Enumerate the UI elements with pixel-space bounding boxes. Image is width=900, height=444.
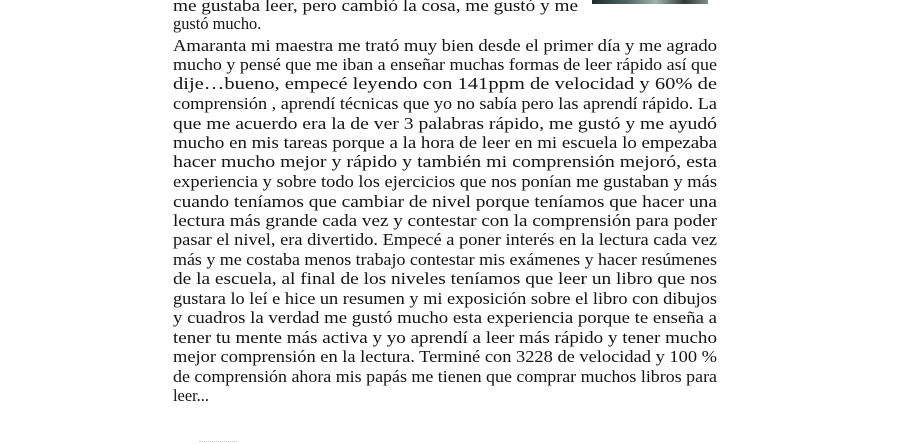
- text-line: gustara lo leí e hice un resumen y mi exposición sobre el libro con dibujos: [173, 289, 718, 308]
- text-line: más y me costaba menos trabajo contestar mis exámenes y hacer resúmenes: [173, 250, 717, 269]
- text-line: lectura más grande cada vez y contestar con la comprensión para poder: [173, 211, 717, 230]
- text-line: experiencia y sobre todo los ejercicios que nos ponían me gustaban y más: [173, 172, 718, 191]
- text-line: hacer mucho mejor y rápido y también mi comprensión mejoró, esta: [173, 152, 718, 171]
- text-line: comprensión , aprendí técnicas que yo no sabía pero las aprendí rápido. La: [173, 94, 717, 113]
- text-line: tener tu mente más activa y yo aprendí a leer más rápido y tener mucho: [173, 328, 717, 347]
- text-line: que me acuerdo era la de ver 3 palabras rápido, me gustó y me ayudó: [173, 114, 718, 133]
- text-line: dije…bueno, empecé leyendo con 141ppm de velocidad y 60% de: [173, 74, 717, 93]
- text-line: cuando teníamos que cambiar de nivel porque teníamos que hacer una: [173, 192, 717, 211]
- text-line: y cuadros la verdad me gustó mucho esta experiencia porque te enseña a: [173, 308, 717, 327]
- text-line: pasar el nivel, era divertido. Empecé a poner interés en la lectura cada vez: [173, 230, 718, 249]
- text-line: Amaranta mi maestra me trató muy bien desde el primer día y me agrado: [173, 36, 717, 55]
- text-line: mucho en mis tareas porque a la hora de leer en mi escuela lo empezaba: [173, 133, 718, 152]
- text-line: gustó mucho.: [173, 14, 262, 33]
- scan-artifact: [199, 437, 237, 442]
- text-line: mucho y pensé que me iban a enseñar muchas formas de leer rápido así que: [173, 55, 718, 74]
- photo-fragment: [592, 0, 708, 4]
- text-line: de comprensión ahora mis papás me tienen que comprar muchos libros para: [173, 367, 717, 386]
- text-line: de la escuela, al final de los niveles teníamos que leer un libro que nos: [173, 269, 717, 288]
- text-line: mejor comprensión en la lectura. Terminé con 3228 de velocidad y 100 %: [173, 347, 718, 366]
- text-line: me gustaba leer, pero cambió la cosa, me gustó y me: [173, 0, 578, 15]
- text-line: leer...: [173, 386, 209, 405]
